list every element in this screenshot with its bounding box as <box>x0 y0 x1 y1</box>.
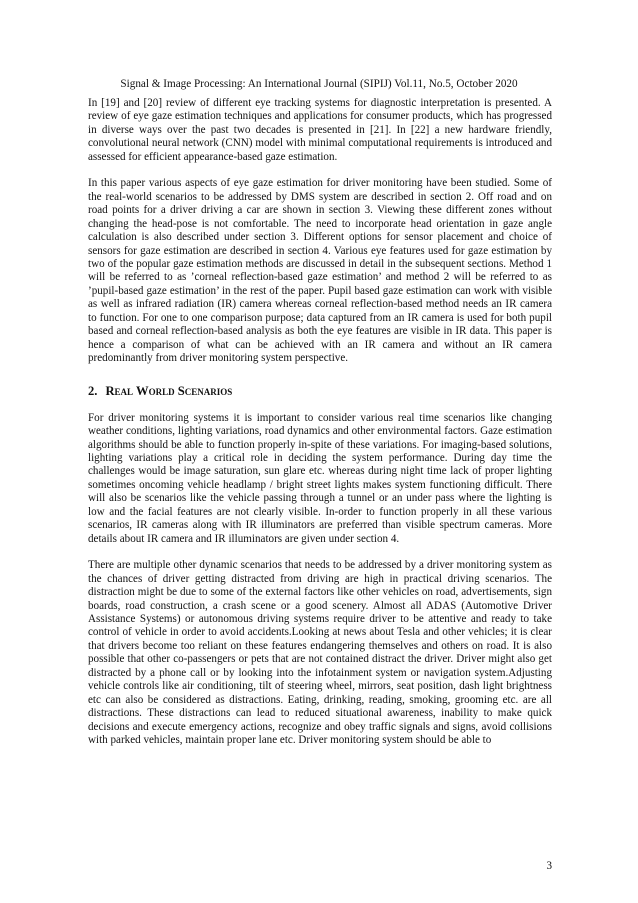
paragraph-related-work: In [19] and [20] review of different eye tracking systems for diagnostic interpretation is presented. A review of eye gaze estimation techniques and applications for consumer products, which has progressed in diverse ways over the past two decades is presented in [21]. In [22] a new hardware friendly, convolutional neural network (CNN) model with minimal computational requirements is introduced and assessed for efficient appearance-based gaze estimation. <box>88 97 552 163</box>
running-header: Signal & Image Processing: An International Journal (SIPIJ) Vol.11, No.5, October 2020 <box>120 78 518 90</box>
page-body <box>88 97 552 747</box>
page-number: 3 <box>546 860 552 872</box>
section-heading <box>88 384 552 399</box>
paragraph-paper-overview: In this paper various aspects of eye gaze estimation for driver monitoring have been studied. Some of the real-world scenarios to be addressed by DMS system are described in section 2. Off road and on road points for a driver driving a car are shown in section 3. Viewing these different zones without changing the head-pose is not comfortable. The need to incorporate head orientation in gaze angle calculation is also described under section 3. Different options for sensor placement and choice of sensors for gaze estimation are described in section 4. Various eye features used for gaze estimation by two of the popular gaze estimation methods are discussed in detail in the subsequent sections. Method 1 will be referred to as ’corneal reflection-based gaze estimation’ and method 2 will be referred to as ’pupil-based gaze estimation’ in the rest of the paper. Pupil based gaze estimation can work with visible as well as infrared radiation (IR) camera whereas corneal reflection-based method needs an IR camera to function. For one to one comparison purpose; data captured from an IR camera is used for both pupil based and corneal reflection-based analysis as both the eye features are visible in IR data. This paper is hence a comparison of what can be achieved with an IR camera and without an IR camera predominantly from driver monitoring system perspective. <box>88 177 552 365</box>
paragraph-scenarios-distractions: There are multiple other dynamic scenarios that needs to be addressed by a driver monitoring system as the chances of driver getting distracted from driving are high in practical driving scenarios. The distraction might be due to some of the external factors like other vehicles on road, advertisements, sign boards, road construction, a crash scene or a good scenery. Almost all ADAS (Automotive Driver Assistance Systems) or autonomous driving systems require driver to be attentive and ready to take control of vehicle in order to avoid accidents.Looking at news about Tesla and other vehicles; it is clear that drivers become too reliant on these features endangering themselves and others on road. It is also possible that other co-passengers or pets that are not contained distract the driver. Driver might also get distracted by a phone call or by looking into the infotainment system or navigation system.Adjusting vehicle controls like air conditioning, tilt of steering wheel, mirrors, seat position, dash light brightness etc can also be considered as distractions. Eating, drinking, reading, smoking, grooming etc. are all distractions. These distractions can lead to reduced situational awareness, inability to make quick decisions and execute emergency actions, recognize and obey traffic signals and signs, avoid collisions with parked vehicles, maintain proper lane etc. Driver monitoring system should be able to <box>88 559 552 747</box>
paragraph-scenarios-lighting: For driver monitoring systems it is important to consider various real time scenarios like changing weather conditions, lighting variations, road dynamics and other environmental factors. Gaze estimation algorithms should be able to function properly in-spite of these variations. For imaging-based solutions, lighting variations play a critical role in deciding the system performance. During day time the challenges would be image saturation, sun glare etc. whereas during night time lack of proper lighting sometimes oncoming vehicle headlamp / bright street lights makes system functioning difficult. There will also be scenarios like the vehicle passing through a tunnel or an under pass where the lighting is low and the facial features are not clearly visible. In-order to function properly in all these various scenarios, IR cameras along with IR illuminators are preferred than visible spectrum cameras. More details about IR camera and IR illuminators are given under section 4. <box>88 411 552 545</box>
section-title: Real World Scenarios <box>105 383 233 398</box>
section-number: 2. <box>88 383 98 398</box>
